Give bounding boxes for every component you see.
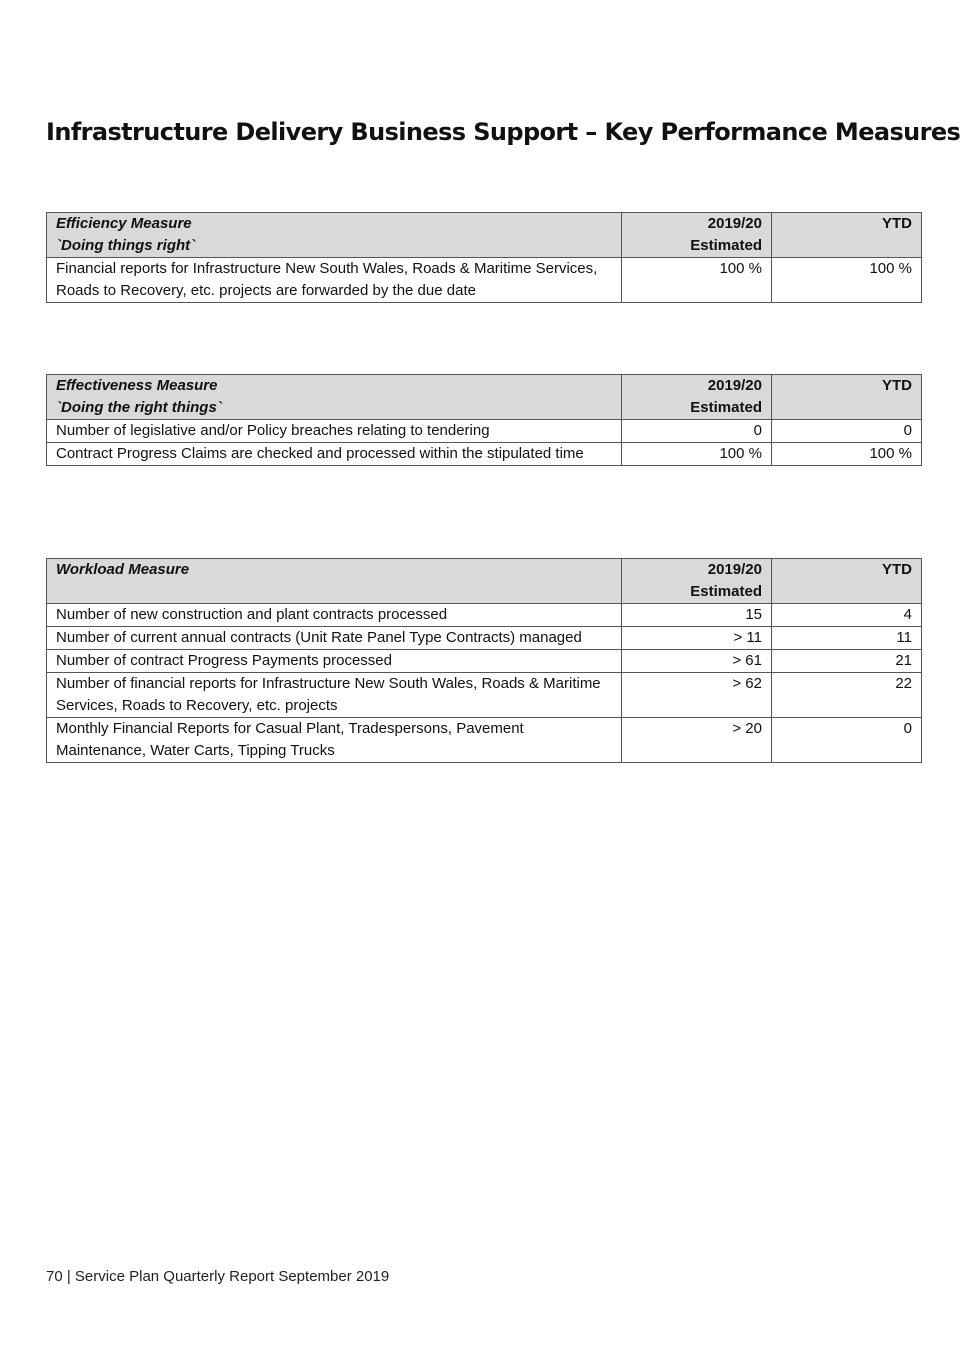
table-row: [47, 420, 922, 443]
table-row: [47, 673, 922, 718]
page-title: Infrastructure Delivery Business Support – Key Performance Measures: [46, 118, 961, 146]
table-row: [47, 718, 922, 763]
row-estimated: > 11: [622, 627, 772, 650]
measure-header: [47, 213, 622, 258]
efficiency-measure-table: [46, 212, 922, 303]
table-row: [47, 443, 922, 466]
row-description: Number of contract Progress Payments processed: [47, 650, 622, 673]
table-header-row: [47, 213, 922, 258]
measure-subtitle: `Doing the right things`: [56, 399, 222, 416]
measure-label: Efficiency Measure: [56, 215, 192, 232]
measure-label: Effectiveness Measure: [56, 377, 218, 394]
estimated-label: Estimated: [690, 399, 762, 416]
table-row: [47, 650, 922, 673]
table-row: [47, 604, 922, 627]
row-estimated: 15: [622, 604, 772, 627]
row-ytd: 100 %: [772, 258, 922, 303]
workload-measure-table: [46, 558, 922, 763]
row-ytd: 0: [772, 420, 922, 443]
row-description: Number of financial reports for Infrastructure New South Wales, Roads & Maritime Services, Roads to Recovery, etc. projects: [47, 673, 622, 718]
estimated-year: 2019/20: [707, 215, 762, 232]
table-header-row: [47, 375, 922, 420]
row-description: Monthly Financial Reports for Casual Plant, Tradespersons, Pavement Maintenance, Water Carts, Tipping Trucks: [47, 718, 622, 763]
table-header-row: [47, 559, 922, 604]
row-description: Number of legislative and/or Policy breaches relating to tendering: [47, 420, 622, 443]
effectiveness-measure-table: [46, 374, 922, 466]
ytd-header: YTD: [772, 213, 922, 258]
row-estimated: 0: [622, 420, 772, 443]
measure-subtitle: `Doing things right`: [56, 237, 196, 254]
row-description: Number of current annual contracts (Unit Rate Panel Type Contracts) managed: [47, 627, 622, 650]
row-description: Contract Progress Claims are checked and processed within the stipulated time: [47, 443, 622, 466]
row-ytd: 22: [772, 673, 922, 718]
row-estimated: 100 %: [622, 443, 772, 466]
row-ytd: 100 %: [772, 443, 922, 466]
estimated-year: 2019/20: [707, 377, 762, 394]
measure-header: [47, 375, 622, 420]
estimated-label: Estimated: [690, 583, 762, 600]
row-estimated: 100 %: [622, 258, 772, 303]
row-ytd: 21: [772, 650, 922, 673]
table-row: [47, 627, 922, 650]
row-ytd: 0: [772, 718, 922, 763]
row-description: Number of new construction and plant contracts processed: [47, 604, 622, 627]
table-row: [47, 258, 922, 303]
estimated-year: 2019/20: [707, 561, 762, 578]
row-estimated: > 61: [622, 650, 772, 673]
row-ytd: 4: [772, 604, 922, 627]
row-estimated: > 62: [622, 673, 772, 718]
ytd-header: YTD: [772, 375, 922, 420]
row-description: Financial reports for Infrastructure New South Wales, Roads & Maritime Services, Roads to Recovery, etc. projects are forwarded by the due date: [47, 258, 622, 303]
measure-header: [47, 559, 622, 604]
row-ytd: 11: [772, 627, 922, 650]
page-footer: 70 | Service Plan Quarterly Report September 2019: [46, 1268, 390, 1285]
estimated-label: Estimated: [690, 237, 762, 254]
ytd-header: YTD: [772, 559, 922, 604]
measure-label: Workload Measure: [56, 561, 190, 578]
row-estimated: > 20: [622, 718, 772, 763]
estimated-header: [622, 559, 772, 604]
estimated-header: [622, 375, 772, 420]
estimated-header: [622, 213, 772, 258]
